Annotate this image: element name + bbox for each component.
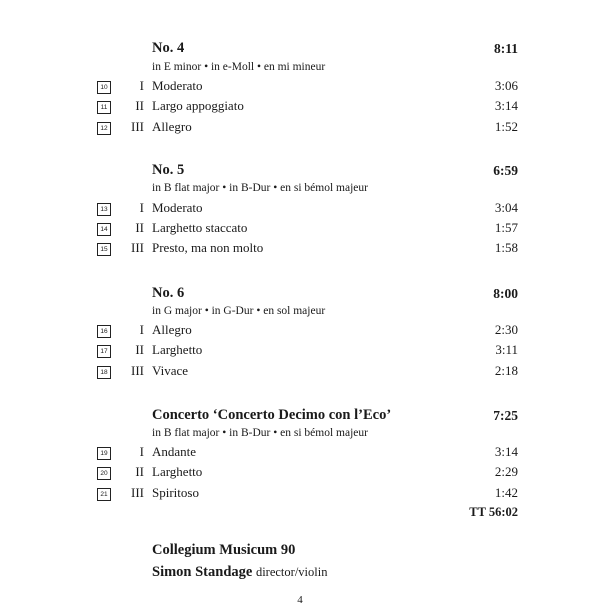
movement-name: Allegro bbox=[152, 119, 192, 134]
track-number-box: 21 bbox=[97, 488, 111, 501]
movement-numeral: I bbox=[139, 444, 144, 459]
work-duration: 8:11 bbox=[493, 41, 518, 56]
track-number-box: 17 bbox=[97, 345, 111, 358]
movement-row bbox=[0, 444, 600, 464]
movement-row bbox=[0, 78, 600, 98]
movement-duration: 3:14 bbox=[494, 444, 518, 459]
movement-name: Moderato bbox=[152, 200, 203, 215]
movement-duration: 3:14 bbox=[494, 98, 518, 113]
work-duration: 8:00 bbox=[493, 286, 518, 301]
movement-name: Moderato bbox=[152, 78, 203, 93]
track-number-box: 11 bbox=[97, 101, 111, 114]
movement-numeral: II bbox=[135, 342, 144, 357]
movement-name: Spiritoso bbox=[152, 485, 199, 500]
movement-duration: 3:04 bbox=[494, 200, 518, 215]
movement-numeral: III bbox=[131, 485, 144, 500]
movement-name: Largo appoggiato bbox=[152, 98, 244, 113]
movement-row bbox=[0, 240, 600, 260]
movement-row bbox=[0, 464, 600, 484]
movement-duration: 2:18 bbox=[494, 363, 518, 378]
director-line bbox=[152, 564, 327, 581]
director-role: director/violin bbox=[255, 565, 328, 579]
movement-numeral: III bbox=[131, 240, 144, 255]
work-key: in B flat major • in B-Dur • en si bémol majeur bbox=[152, 182, 368, 194]
ensemble-name: Collegium Musicum 90 bbox=[152, 542, 296, 558]
director-name: Simon Standage bbox=[152, 564, 253, 580]
movement-name: Larghetto staccato bbox=[152, 220, 248, 235]
movement-duration: 2:30 bbox=[494, 322, 518, 337]
total-time: TT 56:02 bbox=[469, 505, 518, 519]
movement-row bbox=[0, 220, 600, 240]
movement-duration: 3:11 bbox=[495, 342, 518, 357]
movement-numeral: II bbox=[135, 98, 144, 113]
work-key: in E minor • in e-Moll • en mi mineur bbox=[152, 61, 326, 73]
movement-duration: 2:29 bbox=[494, 464, 518, 479]
track-number-box: 18 bbox=[97, 366, 111, 379]
track-number-box: 10 bbox=[97, 81, 111, 94]
movement-row bbox=[0, 200, 600, 220]
movement-numeral: III bbox=[131, 363, 144, 378]
movement-numeral: II bbox=[135, 464, 144, 479]
movement-name: Andante bbox=[152, 444, 197, 459]
movement-row bbox=[0, 363, 600, 383]
movement-numeral: II bbox=[135, 220, 144, 235]
work-title: No. 6 bbox=[152, 285, 185, 301]
track-number-box: 16 bbox=[97, 325, 111, 338]
movement-row bbox=[0, 485, 600, 505]
movement-duration: 1:42 bbox=[494, 485, 518, 500]
movement-name: Vivace bbox=[152, 363, 189, 378]
movement-name: Larghetto bbox=[152, 342, 203, 357]
work-key: in G major • in G-Dur • en sol majeur bbox=[152, 305, 326, 317]
movement-row bbox=[0, 119, 600, 139]
work-title: No. 5 bbox=[152, 162, 185, 178]
movement-numeral: I bbox=[139, 322, 144, 337]
work-title: No. 4 bbox=[152, 40, 185, 56]
track-number-box: 13 bbox=[97, 203, 111, 216]
work-title: Concerto ‘Concerto Decimo con l’Eco’ bbox=[152, 407, 392, 423]
movement-numeral: III bbox=[131, 119, 144, 134]
track-number-box: 19 bbox=[97, 447, 111, 460]
page-number: 4 bbox=[297, 594, 303, 606]
movement-numeral: I bbox=[139, 78, 144, 93]
track-number-box: 12 bbox=[97, 122, 111, 135]
track-number-box: 14 bbox=[97, 223, 111, 236]
movement-duration: 1:52 bbox=[494, 119, 518, 134]
work-duration: 7:25 bbox=[493, 408, 518, 423]
work-key: in B flat major • in B-Dur • en si bémol majeur bbox=[152, 427, 368, 439]
movement-name: Allegro bbox=[152, 322, 192, 337]
movement-name: Larghetto bbox=[152, 464, 203, 479]
movement-numeral: I bbox=[139, 200, 144, 215]
movement-row bbox=[0, 322, 600, 342]
movement-name: Presto, ma non molto bbox=[152, 240, 264, 255]
movement-row bbox=[0, 342, 600, 362]
movement-duration: 1:57 bbox=[494, 220, 518, 235]
movement-duration: 3:06 bbox=[494, 78, 518, 93]
movement-row bbox=[0, 98, 600, 118]
work-duration: 6:59 bbox=[493, 163, 518, 178]
track-number-box: 20 bbox=[97, 467, 111, 480]
movement-duration: 1:58 bbox=[494, 240, 518, 255]
track-number-box: 15 bbox=[97, 243, 111, 256]
